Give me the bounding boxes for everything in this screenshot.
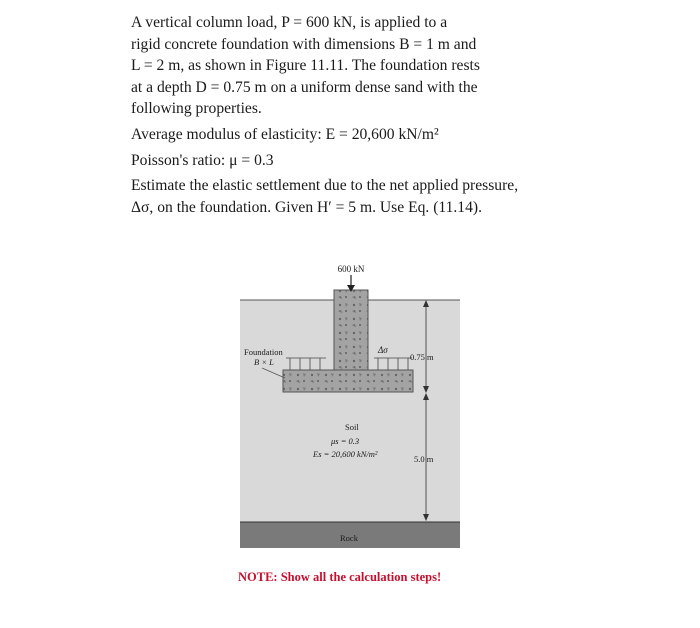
poisson-line: Poisson's ratio: μ = 0.3 [131, 151, 274, 169]
problem-line: rigid concrete foundation with dimensions B = 1 m and [131, 35, 477, 53]
pressure-label: Δσ [378, 345, 388, 355]
problem-line: L = 2 m, as shown in Figure 11.11. The foundation rests [131, 57, 480, 75]
load-label: 600 kN [337, 264, 365, 274]
problem-line: Δσ, on the foundation. Given H′ = 5 m. Use Eq. (11.14). [131, 198, 482, 216]
thickness-label: 5.0 m [414, 454, 434, 464]
soil-label: Soil [345, 422, 359, 432]
problem-line: A vertical column load, P = 600 kN, is applied to a [131, 14, 448, 31]
depth-label: 0.75 m [410, 352, 434, 362]
concrete-column [334, 290, 368, 370]
rock-label: Rock [340, 533, 358, 543]
foundation-label: Foundation [244, 347, 283, 357]
problem-line: at a depth D = 0.75 m on a uniform dense sand with the [131, 78, 478, 96]
foundation-dims: B × L [254, 357, 274, 367]
concrete-footing [283, 370, 413, 392]
modulus-line: Average modulus of elasticity: E = 20,600 kN/m² [131, 125, 439, 143]
problem-line: Estimate the elastic settlement due to the net applied pressure, [131, 177, 519, 195]
note-text: NOTE: Show all the calculation steps! [238, 570, 442, 584]
problem-line: following properties. [131, 100, 262, 118]
poisson-label: μs = 0.3 [331, 436, 360, 446]
modulus-label: Es = 20,600 kN/m² [313, 449, 378, 459]
